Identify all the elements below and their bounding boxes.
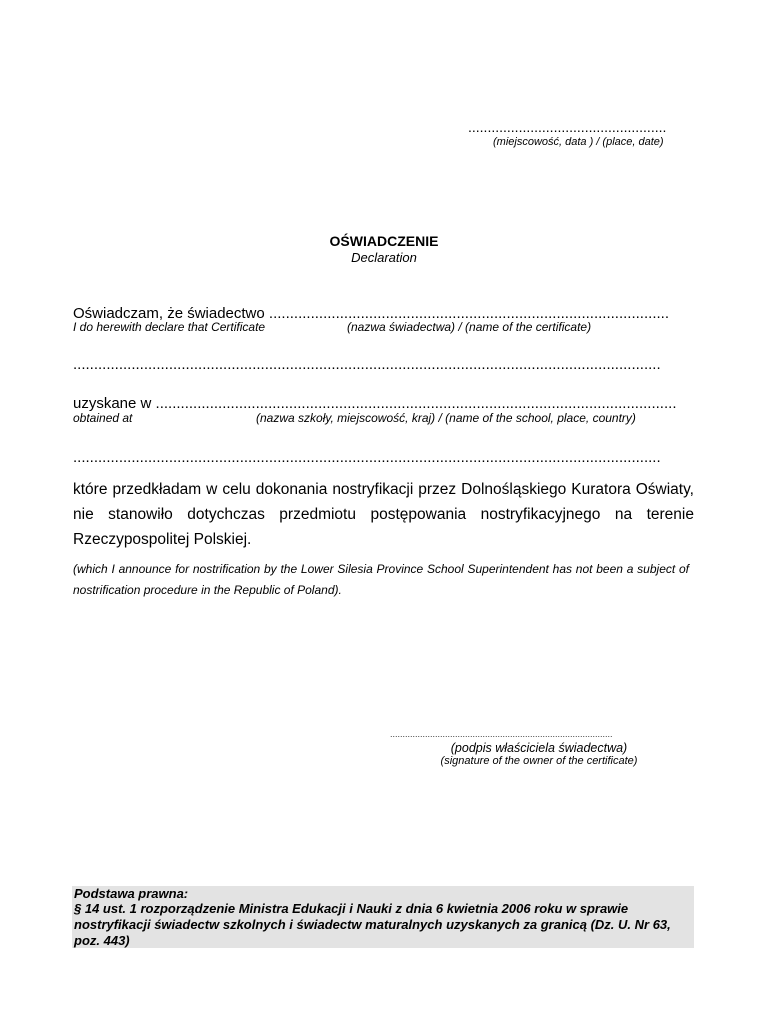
certificate-hint: (nazwa świadectwa) / (name of the certificate) xyxy=(347,320,592,334)
obtained-line xyxy=(73,395,689,412)
obtained-label: uzyskane w xyxy=(73,395,152,412)
blank-line-1: ............................................................................................................................................. xyxy=(73,356,661,373)
legal-basis-box xyxy=(72,886,694,948)
obtained-label-en: obtained at xyxy=(73,411,133,425)
place-date-field: ................................................... xyxy=(468,119,667,135)
certificate-label-en: I do herewith declare that Certificate xyxy=(73,320,266,334)
declaration-body-pl: które przedkładam w celu dokonania nostryfikacji przez Dolnośląskiego Kuratora Oświaty, nie stanowiło dotychczas przedmiotu postępowania nostryfikacyjnego na terenie Rzeczypospolitej Polskiej. xyxy=(73,481,694,548)
document-subtitle: Declaration xyxy=(351,250,417,265)
certificate-field: ................................................................................................ xyxy=(268,305,669,322)
blank-line-2: ............................................................................................................................................. xyxy=(73,449,661,466)
obtained-field: ............................................................................................................................. xyxy=(155,395,677,412)
document-title: OŚWIADCZENIE xyxy=(329,233,439,249)
signature-field: ......................................................................................... xyxy=(390,729,613,739)
legal-basis-heading: Podstawa prawna: xyxy=(74,886,189,901)
legal-basis-text: § 14 ust. 1 rozporządzenie Ministra Edukacji i Nauki z dnia 6 kwietnia 2006 roku w sprawie nostryfikacji świadectw szkolnych i świadectw maturalnych uzyskanych za granicą (Dz. U. Nr 63, poz. 443) xyxy=(74,901,671,948)
certificate-label: Oświadczam, że świadectwo xyxy=(73,305,265,322)
declaration-body-en: (which I announce for nostrification by the Lower Silesia Province School Superintendent has not been a subject of nostrification procedure in the Republic of Poland). xyxy=(73,562,689,597)
obtained-hint: (nazwa szkoły, miejscowość, kraj) / (name of the school, place, country) xyxy=(256,411,636,425)
signature-caption-en: (signature of the owner of the certificate) xyxy=(440,755,638,767)
place-date-caption: (miejscowość, data ) / (place, date) xyxy=(493,136,664,148)
signature-caption-pl: (podpis właściciela świadectwa) xyxy=(450,741,628,755)
